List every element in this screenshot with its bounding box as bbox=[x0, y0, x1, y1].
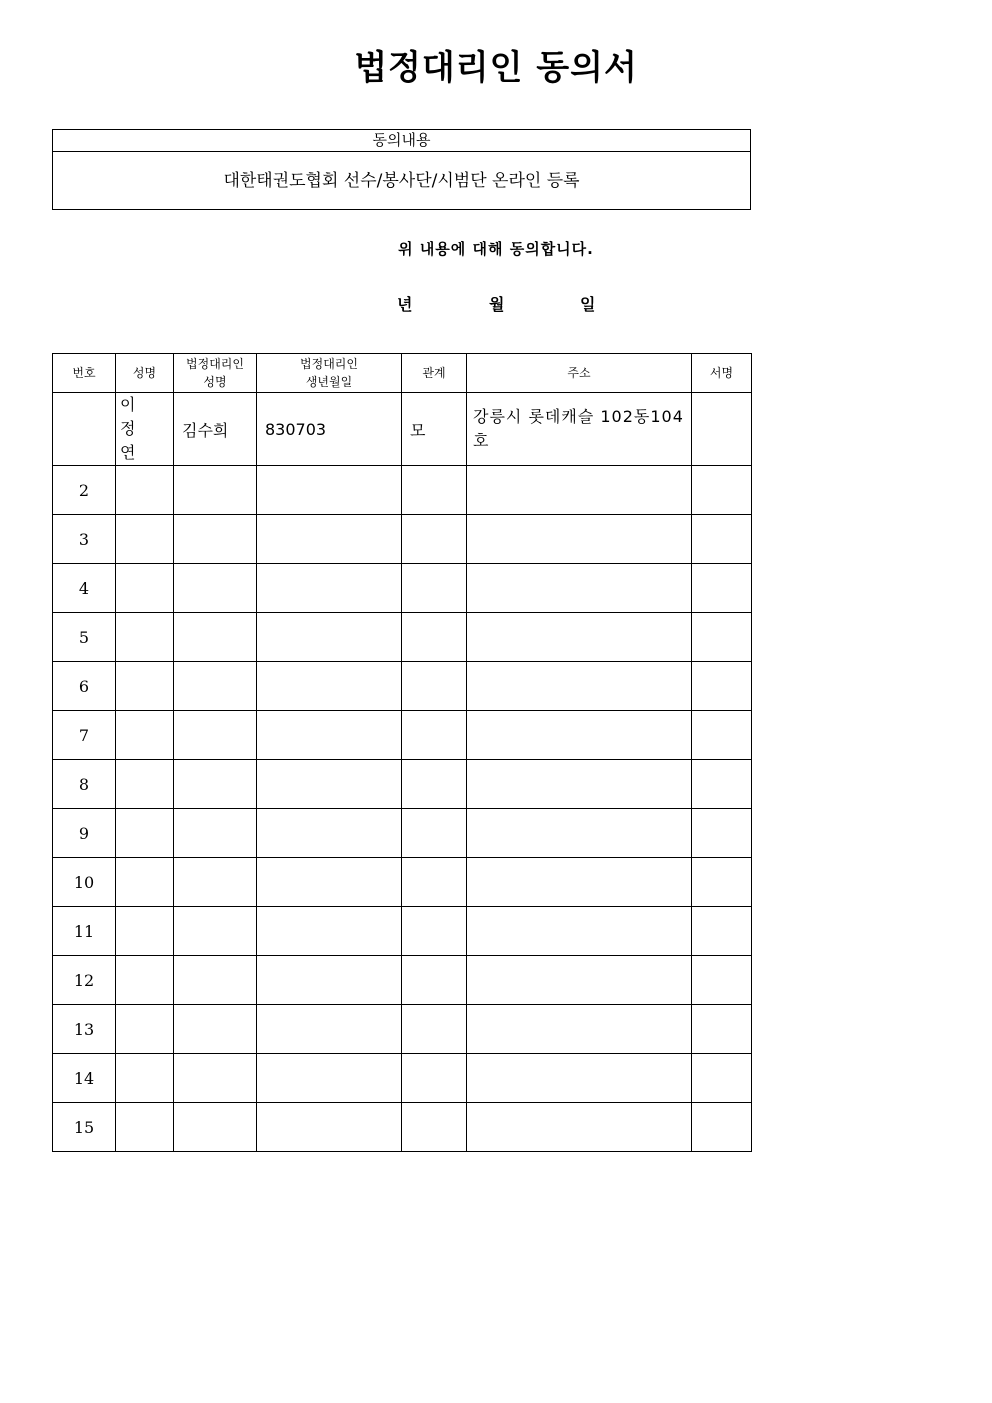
cell-address[interactable]: 강릉시 롯데캐슬 102동104호 bbox=[467, 393, 692, 466]
consent-body: 대한태권도협회 선수/봉사단/시범단 온라인 등록 bbox=[223, 171, 580, 191]
cell-no: 4 bbox=[53, 564, 116, 613]
cell-address[interactable] bbox=[467, 613, 692, 662]
table-row bbox=[53, 613, 752, 662]
cell-no[interactable] bbox=[53, 393, 116, 466]
cell-relation[interactable] bbox=[402, 466, 467, 515]
cell-guardian-name[interactable] bbox=[174, 662, 257, 711]
cell-no: 14 bbox=[53, 1054, 116, 1103]
cell-guardian-name[interactable] bbox=[174, 809, 257, 858]
cell-address[interactable] bbox=[467, 662, 692, 711]
table-row bbox=[53, 515, 752, 564]
cell-name[interactable] bbox=[116, 613, 174, 662]
cell-address[interactable] bbox=[467, 956, 692, 1005]
page-title: 법정대리인 동의서 bbox=[354, 48, 638, 88]
cell-no: 10 bbox=[53, 858, 116, 907]
cell-no: 8 bbox=[53, 760, 116, 809]
date-day-label: 일 bbox=[580, 295, 596, 314]
cell-relation[interactable] bbox=[402, 515, 467, 564]
header-guardian-birth-line2: 생년월일 bbox=[305, 375, 353, 389]
cell-address[interactable] bbox=[467, 1054, 692, 1103]
cell-no: 11 bbox=[53, 907, 116, 956]
cell-signature[interactable] bbox=[692, 613, 752, 662]
cell-name[interactable] bbox=[116, 809, 174, 858]
cell-relation[interactable] bbox=[402, 1005, 467, 1054]
cell-guardian-birth[interactable] bbox=[257, 1103, 402, 1152]
cell-name[interactable] bbox=[116, 907, 174, 956]
cell-guardian-name[interactable] bbox=[174, 711, 257, 760]
roster-table bbox=[52, 353, 752, 1152]
header-no: 번호 bbox=[53, 354, 116, 393]
cell-guardian-name[interactable] bbox=[174, 613, 257, 662]
cell-guardian-name[interactable] bbox=[174, 858, 257, 907]
header-guardian-name-line1: 법정대리인 bbox=[186, 357, 244, 371]
header-guardian-birth-line1: 법정대리인 bbox=[300, 357, 358, 371]
cell-name[interactable]: 이 정 연 bbox=[116, 393, 174, 466]
header-guardian-birth bbox=[257, 354, 402, 393]
cell-guardian-birth[interactable] bbox=[257, 956, 402, 1005]
cell-signature[interactable] bbox=[692, 858, 752, 907]
cell-relation[interactable] bbox=[402, 1054, 467, 1103]
cell-relation[interactable]: 모 bbox=[402, 393, 467, 466]
cell-address[interactable] bbox=[467, 564, 692, 613]
table-row bbox=[53, 711, 752, 760]
cell-relation[interactable] bbox=[402, 858, 467, 907]
cell-signature[interactable] bbox=[692, 907, 752, 956]
cell-name[interactable] bbox=[116, 956, 174, 1005]
cell-signature[interactable] bbox=[692, 1005, 752, 1054]
cell-address[interactable] bbox=[467, 858, 692, 907]
cell-no: 13 bbox=[53, 1005, 116, 1054]
table-row bbox=[53, 466, 752, 515]
cell-guardian-name[interactable] bbox=[174, 466, 257, 515]
cell-relation[interactable] bbox=[402, 662, 467, 711]
cell-guardian-name[interactable] bbox=[174, 907, 257, 956]
table-row bbox=[53, 956, 752, 1005]
cell-guardian-name[interactable] bbox=[174, 956, 257, 1005]
cell-signature[interactable] bbox=[692, 662, 752, 711]
cell-no: 12 bbox=[53, 956, 116, 1005]
header-relation: 관계 bbox=[402, 354, 467, 393]
cell-name[interactable] bbox=[116, 858, 174, 907]
cell-guardian-name[interactable] bbox=[174, 564, 257, 613]
cell-guardian-birth[interactable] bbox=[257, 515, 402, 564]
cell-no: 7 bbox=[53, 711, 116, 760]
cell-signature[interactable] bbox=[692, 1103, 752, 1152]
table-row bbox=[53, 393, 752, 466]
cell-no: 9 bbox=[53, 809, 116, 858]
cell-no: 5 bbox=[53, 613, 116, 662]
cell-guardian-birth[interactable] bbox=[257, 907, 402, 956]
cell-guardian-birth[interactable] bbox=[257, 466, 402, 515]
date-month-label: 월 bbox=[489, 295, 505, 314]
cell-name[interactable] bbox=[116, 760, 174, 809]
cell-guardian-birth[interactable] bbox=[257, 1054, 402, 1103]
header-guardian-name bbox=[174, 354, 257, 393]
cell-guardian-birth[interactable] bbox=[257, 564, 402, 613]
cell-no: 15 bbox=[53, 1103, 116, 1152]
cell-name[interactable] bbox=[116, 564, 174, 613]
header-signature: 서명 bbox=[692, 354, 752, 393]
cell-relation[interactable] bbox=[402, 809, 467, 858]
cell-signature[interactable] bbox=[692, 809, 752, 858]
cell-signature[interactable] bbox=[692, 956, 752, 1005]
cell-name[interactable] bbox=[116, 1005, 174, 1054]
cell-address[interactable] bbox=[467, 1103, 692, 1152]
table-row bbox=[53, 1054, 752, 1103]
cell-address[interactable] bbox=[467, 515, 692, 564]
header-name: 성명 bbox=[116, 354, 174, 393]
cell-guardian-birth[interactable] bbox=[257, 760, 402, 809]
cell-name[interactable] bbox=[116, 515, 174, 564]
cell-guardian-name[interactable] bbox=[174, 760, 257, 809]
cell-signature[interactable] bbox=[692, 1054, 752, 1103]
cell-guardian-birth[interactable] bbox=[257, 809, 402, 858]
cell-name[interactable] bbox=[116, 466, 174, 515]
cell-signature[interactable] bbox=[692, 393, 752, 466]
cell-relation[interactable] bbox=[402, 613, 467, 662]
cell-name[interactable] bbox=[116, 711, 174, 760]
cell-guardian-name[interactable] bbox=[174, 1103, 257, 1152]
cell-guardian-name[interactable]: 김수희 bbox=[174, 393, 257, 466]
date-year-label: 년 bbox=[397, 295, 413, 314]
table-row bbox=[53, 809, 752, 858]
cell-signature[interactable] bbox=[692, 564, 752, 613]
agree-statement: 위 내용에 대해 동의합니다. bbox=[398, 240, 594, 258]
cell-relation[interactable] bbox=[402, 564, 467, 613]
cell-relation[interactable] bbox=[402, 760, 467, 809]
table-row bbox=[53, 662, 752, 711]
cell-no: 2 bbox=[53, 466, 116, 515]
cell-address[interactable] bbox=[467, 711, 692, 760]
cell-signature[interactable] bbox=[692, 466, 752, 515]
cell-address[interactable] bbox=[467, 809, 692, 858]
cell-guardian-birth[interactable] bbox=[257, 711, 402, 760]
cell-no: 6 bbox=[53, 662, 116, 711]
consent-header: 동의내용 bbox=[53, 130, 750, 152]
table-header-row bbox=[53, 354, 752, 393]
cell-signature[interactable] bbox=[692, 515, 752, 564]
cell-guardian-birth[interactable] bbox=[257, 613, 402, 662]
table-row bbox=[53, 1103, 752, 1152]
cell-relation[interactable] bbox=[402, 711, 467, 760]
table-row bbox=[53, 564, 752, 613]
cell-address[interactable] bbox=[467, 466, 692, 515]
cell-guardian-birth[interactable]: 830703 bbox=[257, 393, 402, 466]
consent-box bbox=[52, 129, 751, 210]
cell-relation[interactable] bbox=[402, 956, 467, 1005]
table-row bbox=[53, 760, 752, 809]
cell-guardian-birth[interactable] bbox=[257, 858, 402, 907]
header-address: 주소 bbox=[467, 354, 692, 393]
cell-signature[interactable] bbox=[692, 760, 752, 809]
header-guardian-name-line2: 성명 bbox=[203, 375, 227, 389]
cell-address[interactable] bbox=[467, 760, 692, 809]
cell-guardian-name[interactable] bbox=[174, 1005, 257, 1054]
cell-address[interactable] bbox=[467, 907, 692, 956]
cell-guardian-birth[interactable] bbox=[257, 1005, 402, 1054]
cell-address[interactable] bbox=[467, 1005, 692, 1054]
cell-signature[interactable] bbox=[692, 711, 752, 760]
cell-name[interactable] bbox=[116, 1054, 174, 1103]
table-row bbox=[53, 907, 752, 956]
cell-no: 3 bbox=[53, 515, 116, 564]
table-row bbox=[53, 1005, 752, 1054]
cell-guardian-birth[interactable] bbox=[257, 662, 402, 711]
cell-name[interactable] bbox=[116, 1103, 174, 1152]
cell-name[interactable] bbox=[116, 662, 174, 711]
cell-guardian-name[interactable] bbox=[174, 1054, 257, 1103]
table-row bbox=[53, 858, 752, 907]
cell-guardian-name[interactable] bbox=[174, 515, 257, 564]
cell-relation[interactable] bbox=[402, 907, 467, 956]
cell-relation[interactable] bbox=[402, 1103, 467, 1152]
